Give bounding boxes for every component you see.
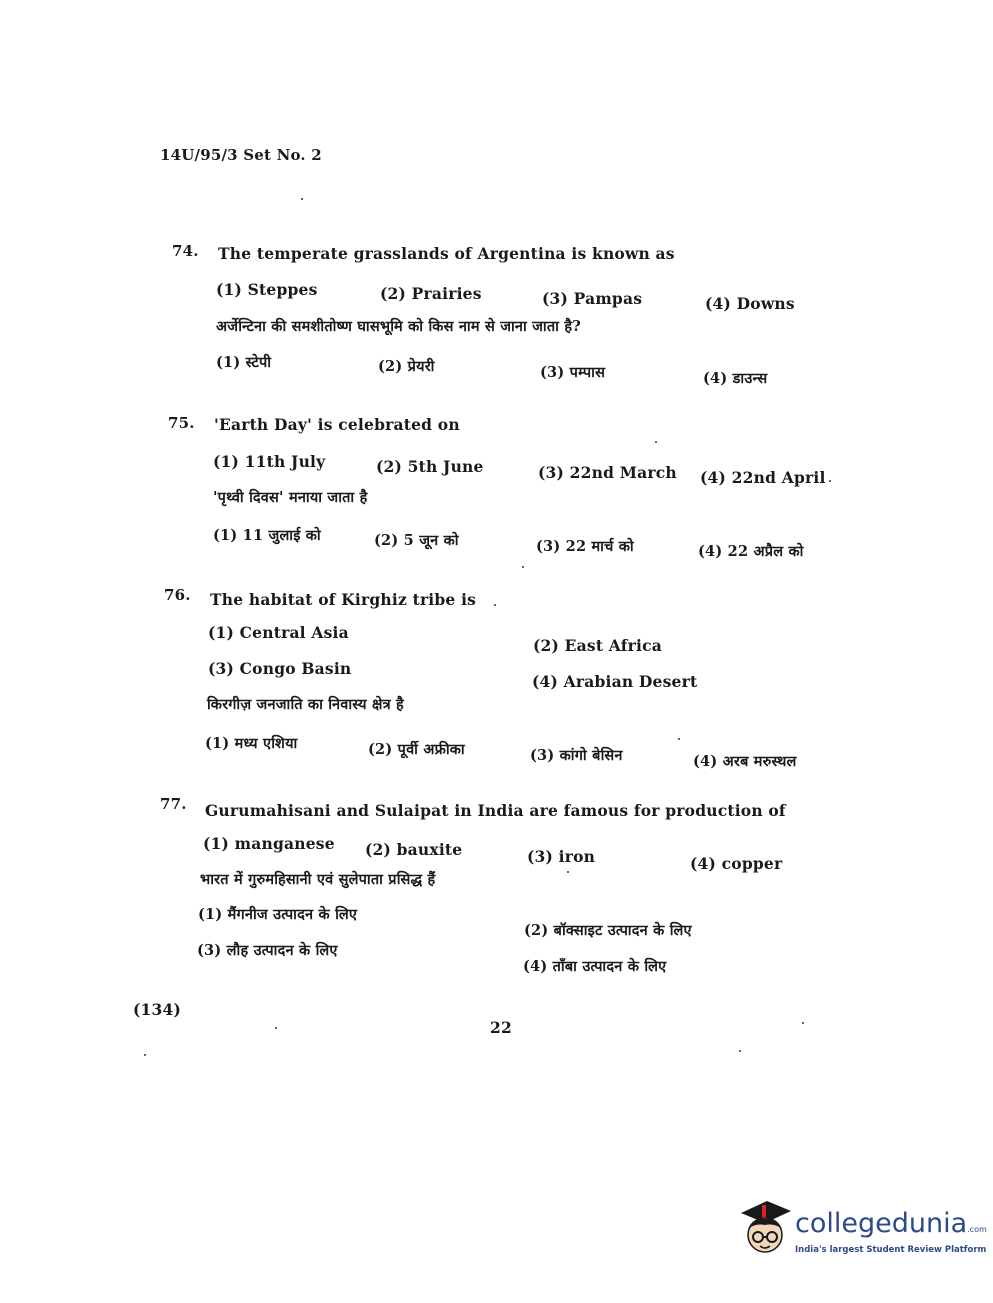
question-text-hindi: 'पृथ्वी दिवस' मनाया जाता है: [213, 489, 368, 506]
scan-speck: [829, 480, 831, 482]
option-4: (4) Arabian Desert: [532, 672, 698, 691]
question-text: The habitat of Kirghiz tribe is: [210, 590, 477, 609]
page-code: (134): [133, 1000, 182, 1019]
option-1-hindi: (1) मध्य एशिया: [205, 735, 298, 752]
logo-tagline: India's largest Student Review Platform: [795, 1245, 987, 1255]
option-4: (4) copper: [690, 854, 783, 873]
logo-suffix: .com: [967, 1225, 987, 1234]
option-1: (1) Steppes: [216, 280, 318, 299]
option-1-hindi: (1) 11 जुलाई को: [213, 527, 321, 544]
question-text-hindi: अर्जेन्टिना की समशीतोष्ण घासभूमि को किस नाम से जाना जाता है?: [216, 318, 581, 335]
option-4: (4) Downs: [705, 294, 795, 313]
option-3: (3) iron: [527, 847, 596, 866]
question-number: 76.: [164, 586, 191, 604]
scan-speck: [522, 566, 524, 568]
question-text: 'Earth Day' is celebrated on: [214, 415, 460, 434]
option-4-hindi: (4) ताँबा उत्पादन के लिए: [523, 958, 667, 975]
option-2-hindi: (2) 5 जून को: [374, 532, 459, 549]
scan-speck: [802, 1022, 804, 1024]
scan-speck: [655, 441, 657, 443]
scan-speck: [494, 604, 496, 606]
option-3-hindi: (3) पम्पास: [540, 364, 606, 381]
option-4-hindi: (4) 22 अप्रैल को: [698, 543, 804, 560]
option-2: (2) bauxite: [365, 840, 463, 859]
option-2-hindi: (2) पूर्वी अफ्रीका: [368, 741, 465, 758]
option-1: (1) 11th July: [213, 452, 326, 471]
scan-speck: [678, 738, 680, 740]
logo-brand: collegedunia.com: [795, 1208, 987, 1239]
option-1-hindi: (1) स्टेपी: [216, 354, 272, 371]
scan-speck: [567, 871, 569, 873]
option-2-hindi: (2) प्रेयरी: [378, 358, 435, 375]
option-3-hindi: (3) कांगो बेसिन: [530, 747, 623, 764]
page-number: 22: [490, 1018, 512, 1037]
question-text-hindi: किरगीज़ जनजाति का निवास्य क्षेत्र है: [207, 696, 404, 713]
question-number: 77.: [160, 795, 187, 813]
question-text: Gurumahisani and Sulaipat in India are famous for production of: [205, 801, 786, 820]
mascot-icon: [735, 1195, 795, 1265]
option-4-hindi: (4) डाउन्स: [703, 370, 768, 387]
option-1-hindi: (1) मैंगनीज उत्पादन के लिए: [198, 906, 358, 923]
question-text-hindi: भारत में गुरुमहिसानी एवं सुलेपाता प्रसिद्ध हैं: [200, 871, 436, 888]
option-2: (2) Prairies: [380, 284, 482, 303]
scan-speck: [739, 1050, 741, 1052]
question-text: The temperate grasslands of Argentina is known as: [218, 244, 675, 263]
option-3-hindi: (3) लौह उत्पादन के लिए: [197, 942, 338, 959]
option-3: (3) Pampas: [542, 289, 643, 308]
option-4: (4) 22nd April: [700, 468, 826, 487]
option-2: (2) East Africa: [533, 636, 662, 655]
question-number: 74.: [172, 242, 199, 260]
option-1: (1) manganese: [203, 834, 335, 853]
option-1: (1) Central Asia: [208, 623, 349, 642]
set-code: 14U/95/3 Set No. 2: [160, 146, 322, 164]
scan-speck: [275, 1027, 277, 1029]
option-3-hindi: (3) 22 मार्च को: [536, 538, 634, 555]
option-3: (3) 22nd March: [538, 463, 677, 482]
option-3: (3) Congo Basin: [208, 659, 352, 678]
option-4-hindi: (4) अरब मरुस्थल: [693, 753, 797, 770]
scan-speck: [144, 1054, 146, 1056]
option-2-hindi: (2) बॉक्साइट उत्पादन के लिए: [524, 922, 692, 939]
question-number: 75.: [168, 414, 195, 432]
scan-speck: [301, 198, 303, 200]
option-2: (2) 5th June: [376, 457, 484, 476]
